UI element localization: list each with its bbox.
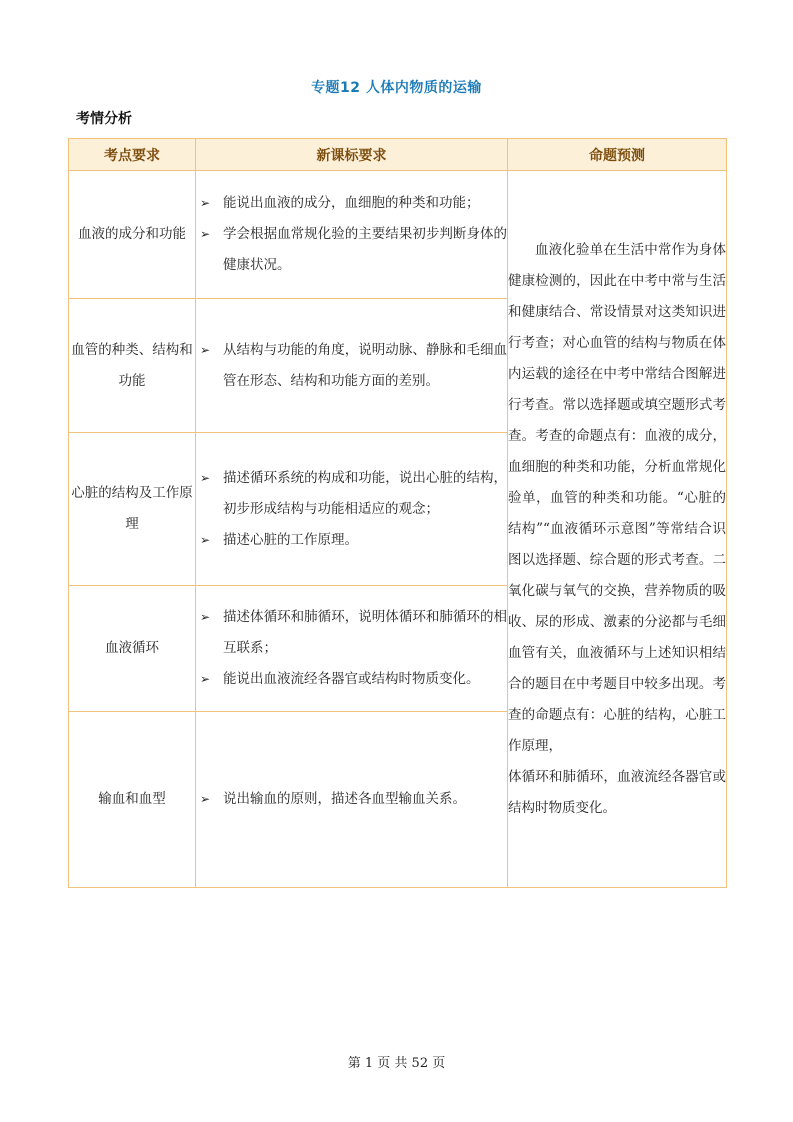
arrowhead-bullet-icon: ➢ — [200, 227, 211, 241]
requirements-cell — [196, 171, 508, 299]
requirements-list — [196, 784, 507, 815]
requirement-text: 描述心脏的工作原理。 — [223, 531, 358, 548]
requirement-text: 能说出血液流经各器官或结构时物质变化。 — [223, 671, 480, 687]
requirements-list — [196, 463, 507, 556]
requirement-item — [196, 602, 507, 664]
requirement-item — [196, 335, 507, 397]
exam-analysis-table — [68, 138, 727, 888]
requirement-item — [196, 463, 507, 525]
requirement-item — [196, 219, 507, 281]
arrowhead-bullet-icon: ➢ — [200, 792, 211, 806]
arrowhead-bullet-icon: ➢ — [200, 672, 211, 686]
requirements-cell — [196, 586, 508, 712]
header-requirements: 新课标要求 — [196, 139, 508, 171]
header-forecast: 命题预测 — [508, 139, 727, 171]
table-row — [69, 171, 727, 299]
arrowhead-bullet-icon: ➢ — [200, 610, 211, 624]
forecast-paragraph: 血液化验单在生活中常作为身体健康检测的，因此在中考中常与生活和健康结合、常设情景对这类知识进行考查；对心血管的结构与物质在体内运载的途径在中考中常结合图解进行考查。常以选择题或填空题形式考查。考查的命题点有：血液的成分，血细胞的种类和功能，分析血常规化验单，血管的种类和功能。“心脏的结构”“血液循环示意图”等常结合识图以选择题、综合题的形式考查。二氧化碳与氧气的交换，营养物质的吸收、尿的形成、激素的分泌都与毛细血管有关，血液循环与上述知识相结合的题目在中考题目中较多出现。考查的命题点有：心脏的结构，心脏工作原理， — [508, 241, 726, 754]
arrowhead-bullet-icon: ➢ — [200, 470, 211, 485]
requirement-text: 能说出血液的成分，血细胞的种类和功能； — [223, 195, 480, 211]
table-header-row — [69, 139, 727, 171]
forecast-paragraph: 体循环和肺循环，血液流经各器官或结构时物质变化。 — [508, 768, 726, 816]
requirements-cell — [196, 433, 508, 586]
requirement-text: 描述体循环和肺循环，说明体循环和肺循环的相互联系； — [223, 609, 507, 656]
forecast-cell — [508, 171, 727, 888]
requirement-text: 学会根据血常规化验的主要结果初步判断身体的健康状况。 — [223, 226, 507, 273]
requirements-list — [196, 188, 507, 281]
topic-cell: 心脏的结构及工作原理 — [69, 433, 196, 586]
header-topic: 考点要求 — [69, 139, 196, 171]
requirement-item — [196, 188, 507, 219]
requirements-cell — [196, 299, 508, 433]
requirement-text: 从结构与功能的角度，说明动脉、静脉和毛细血管在形态、结构和功能方面的差别。 — [223, 341, 507, 389]
requirement-item — [196, 664, 507, 695]
requirement-item — [196, 525, 507, 556]
requirements-list — [196, 335, 507, 397]
requirement-item — [196, 784, 507, 815]
requirement-text: 说出输血的原则，描述各血型输血关系。 — [223, 791, 466, 807]
arrowhead-bullet-icon: ➢ — [200, 196, 211, 210]
arrowhead-bullet-icon: ➢ — [200, 342, 211, 357]
topic-cell: 输血和血型 — [69, 712, 196, 888]
topic-cell: 血管的种类、结构和功能 — [69, 299, 196, 433]
arrowhead-bullet-icon: ➢ — [200, 532, 211, 547]
page-footer: 第 1 页 共 52 页 — [347, 1056, 446, 1071]
topic-cell: 血液的成分和功能 — [69, 171, 196, 299]
page-title: 专题12 人体内物质的运输 — [311, 80, 482, 96]
requirement-text: 描述循环系统的构成和功能，说出心脏的结构，初步形成结构与功能相适应的观念； — [223, 469, 507, 517]
topic-cell: 血液循环 — [69, 586, 196, 712]
requirements-list — [196, 602, 507, 695]
section-heading: 考情分析 — [76, 111, 132, 127]
requirements-cell — [196, 712, 508, 888]
